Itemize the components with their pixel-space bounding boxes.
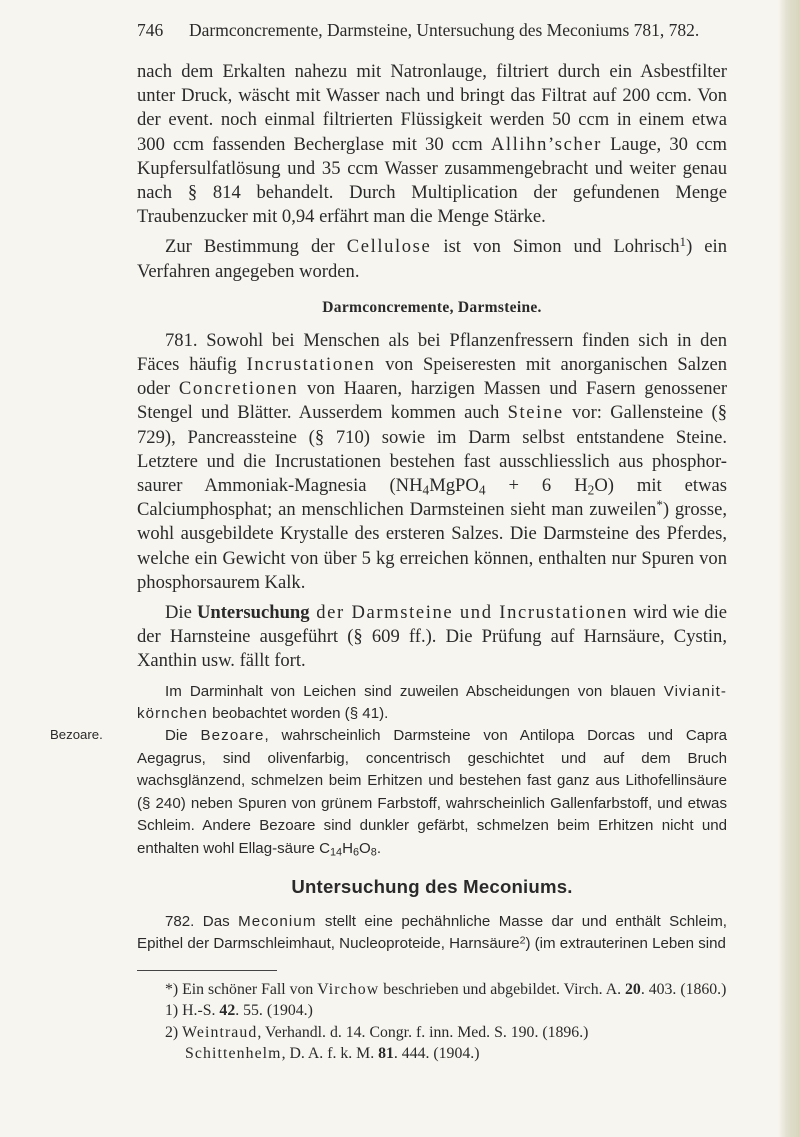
small-print-notes <box>50 681 727 860</box>
intro-text <box>137 60 727 284</box>
page-number: 746 <box>137 20 164 40</box>
running-header <box>137 18 727 42</box>
book-page <box>50 18 728 1065</box>
running-title: Darmconcremente, Darmsteine, Untersuchung des Meconiums 781, 782. <box>189 20 700 40</box>
intro-paragraph-2: Zur Bestimmung der Cellulose ist von Simon und Lohrisch$^1$) ein Verfahren angegeben worden. <box>137 234 728 282</box>
footnote-star: *) Ein schöner Fall von Virchow beschrieben und abgebildet. Virch. A. 20. 403. (1860.) <box>165 980 727 998</box>
margin-note-bezoare: Bezoare. <box>50 727 103 743</box>
paragraph-untersuchung: Die Untersuchung der Darmsteine und Incrustationen wird wie die der Harnsteine ausgeführt (§ 609 ff.). Die Prüfung auf Harnsäure, Cystin, Xanthin usw. fällt fort. <box>137 602 727 672</box>
paragraph-782: 782. Das Meconium stellt eine pechähnliche Masse dar und enthält Schleim, Epithel der Darmschleimhaut, Nucleoproteide, Harnsäure$^2$) (im extrauterinen Leben sind <box>137 912 727 953</box>
vivianit-note: Im Darminhalt von Leichen sind zuweilen Abscheidungen von blauen Vivianit-körnchen beobachtet worden (§ 41). <box>137 682 727 723</box>
footnote-1: 1) H.-S. 42. 55. (1904.) <box>165 1002 313 1020</box>
section-darmsteine <box>137 329 727 674</box>
footnotes <box>137 979 727 1065</box>
footnote-2: 2) Weintraud, Verhandl. d. 14. Congr. f. inn. Med. S. 190. (1896.) <box>165 1023 589 1041</box>
intro-paragraph-1: nach dem Erkalten nahezu mit Natronlauge, filtriert durch ein Asbestfilter unter Druck, wäscht mit Wasser nach und bringt das Filtrat auf 200 ccm. Von der event. noch einmal filtrierten Flüssigkeit werden 50 ccm in einem etwa 300 ccm fassenden Becherglase mit 30 ccm Allihn’scher Lauge, 30 ccm Kupfersulfatlösung und 35 ccm Wasser zusammengebracht und weiter genau nach § 814 behandelt. Durch Multiplication der gefundenen Menge Traubenzucker mit 0,94 erfährt man die Menge Stärke. <box>137 61 727 228</box>
section-heading-darmsteine: Darmconcremente, Darmsteine. <box>322 298 542 316</box>
section-heading-meconium: Untersuchung des Meconiums. <box>291 875 573 897</box>
section-meconium <box>137 911 727 956</box>
footnote-rule <box>137 970 277 971</box>
bezoare-note: Die Bezoare, wahrscheinlich Darmsteine von Antilopa Dorcas und Capra Aegagrus, sind olivenfarbig, concentrisch geschichtet und auf dem Bruch wachsglänzend, schmelzen beim Erhitzen und bestehen fast ganz aus Lithofellinsäure (§ 240) neben Spuren von grünem Farbstoff, wahrscheinlich Gallenfarbstoff, und etwas Schleim. Andere Bezoare sind dunkler gefärbt, schmelzen beim Erhitzen nicht und enthalten wohl Ellag-säure $C_{14}H_6O_8$. <box>137 727 727 859</box>
page-edge-shadow <box>778 0 800 1137</box>
footnote-2-continued: Schittenhelm, D. A. f. k. M. 81. 444. (1904.) <box>185 1045 480 1063</box>
paragraph-781: 781. Sowohl bei Menschen als bei Pflanzenfressern finden sich in den Fäces häufig Incrustationen von Speiseresten mit anorganischen Salzen oder Concretionen von Haaren, harzigen Massen und Fasern genossener Stengel und Blätter. Ausserdem kommen auch Steine vor: Gallensteine (§ 729), Pancreassteine (§ 710) sowie im Darm selbst entstandene Steine. Letztere und die Incrustationen bestehen fast ausschliesslich aus phosphor-saurer Ammoniak-Magnesia ($NH_4MgPO_4 + 6$ $H_2O$) mit etwas Calciumphosphat; an menschlichen Darmsteinen sieht man zuweilen*) grosse, wohl ausgebildete Krystalle des ersteren Salzes. Die Darmsteine des Pferdes, welche ein Gewicht von über 5 kg erreichen können, enthalten nur Spuren von phosphorsaurem Kalk. <box>137 329 728 593</box>
